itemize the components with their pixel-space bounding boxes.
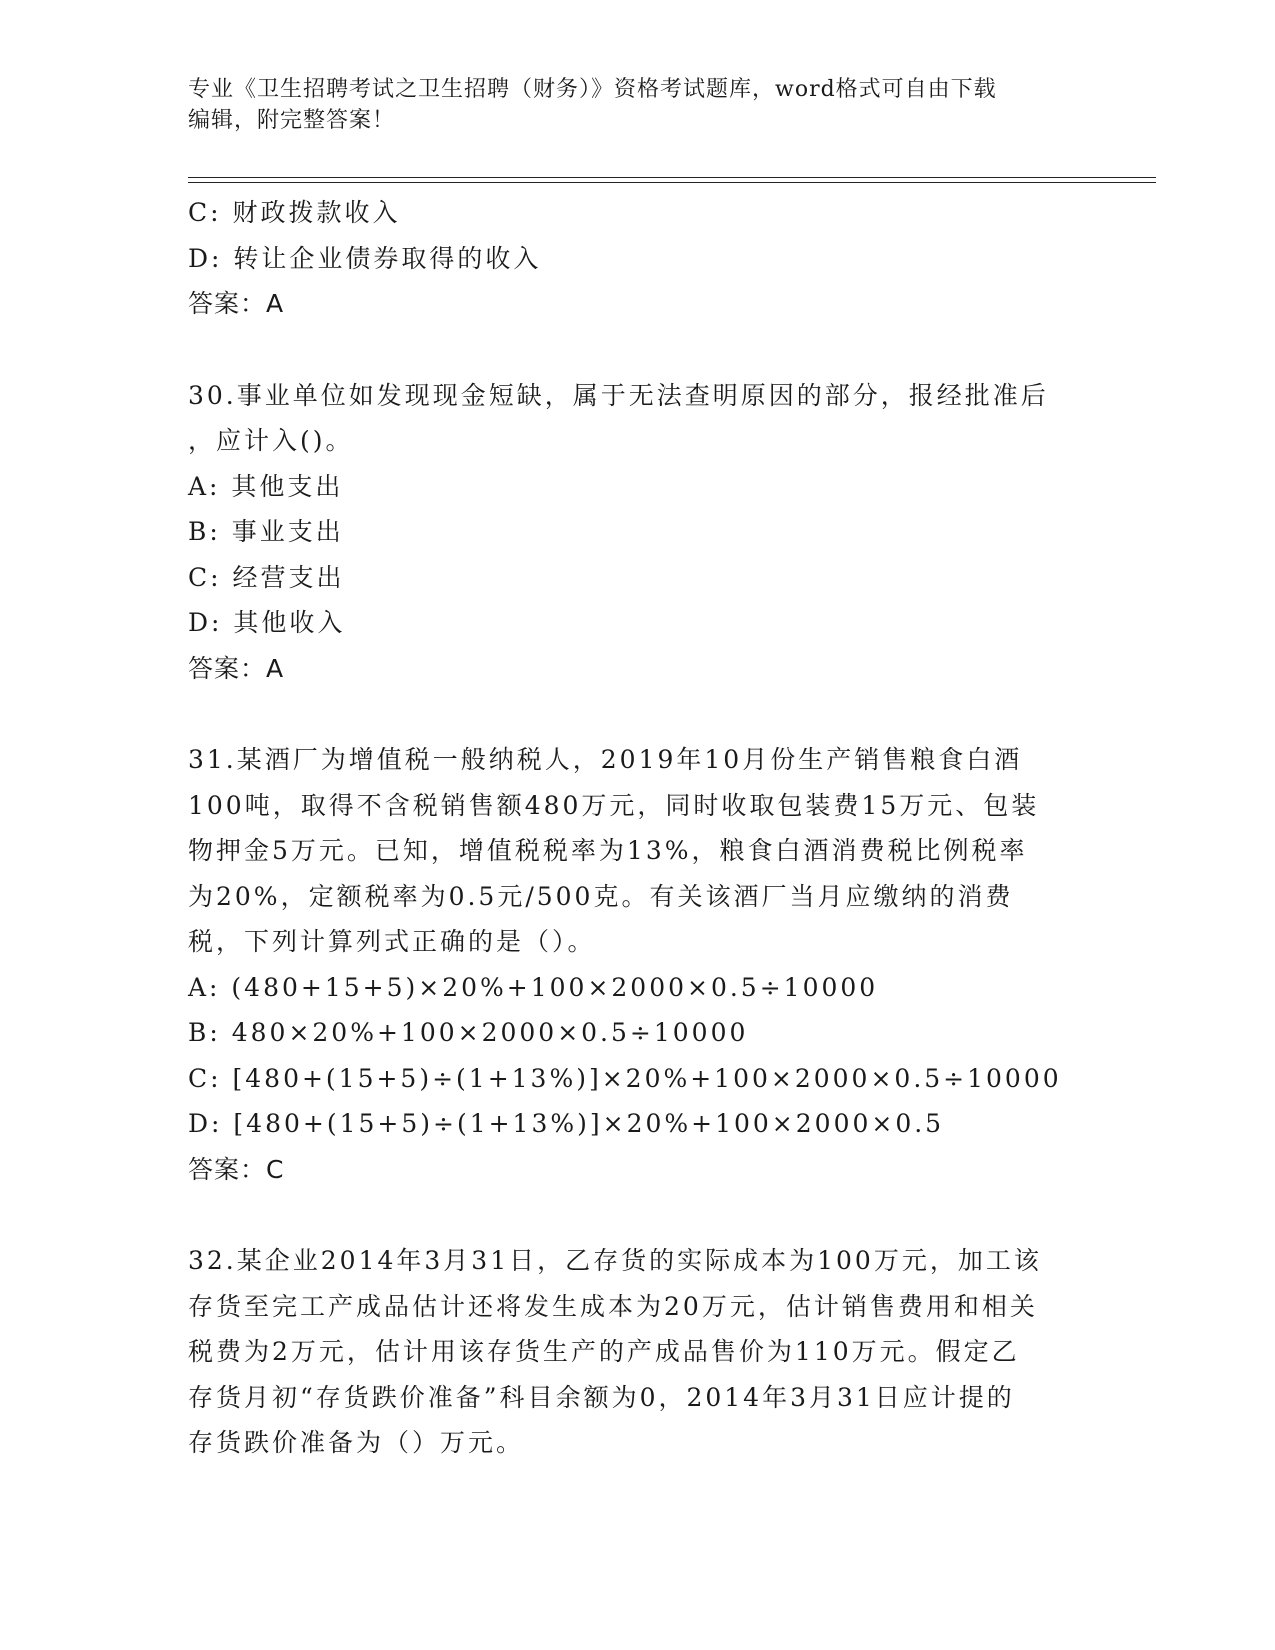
question-stem: 存货至完工产成品估计还将发生成本为20万元，估计销售费用和相关 bbox=[188, 1291, 1038, 1321]
answer-label: 答案：A bbox=[188, 289, 285, 318]
question-stem: 30.事业单位如发现现金短缺，属于无法查明原因的部分，报经批准后 bbox=[188, 380, 1049, 410]
option-c: C: [480+(15+5)÷(1+13%)]×20%+100×2000×0.5÷10000 bbox=[188, 1063, 1062, 1093]
question-stem: 为20%，定额税率为0.5元/500克。有关该酒厂当月应缴纳的消费 bbox=[188, 881, 1014, 911]
option-d: D: 转让企业债券取得的收入 bbox=[188, 243, 542, 273]
question-content bbox=[188, 190, 1088, 1466]
question-stem: 税费为2万元，估计用该存货生产的产成品售价为110万元。假定乙 bbox=[188, 1337, 1020, 1366]
question-30 bbox=[188, 373, 1088, 692]
option-b: B: 事业支出 bbox=[188, 517, 344, 546]
question-stem: 税，下列计算列式正确的是（）。 bbox=[188, 927, 596, 956]
header-divider-bottom bbox=[188, 182, 1156, 183]
spacer bbox=[188, 1192, 1088, 1238]
question-32 bbox=[188, 1238, 1088, 1466]
question-stem: 存货跌价准备为（）万元。 bbox=[188, 1428, 525, 1457]
option-b: B: 480×20%+100×2000×0.5÷10000 bbox=[188, 1018, 749, 1047]
option-d: D: [480+(15+5)÷(1+13%)]×20%+100×2000×0.5 bbox=[188, 1109, 945, 1138]
question-stem: ，应计入()。 bbox=[188, 426, 354, 455]
answer-label: 答案：C bbox=[188, 1154, 285, 1184]
question-stem: 31.某酒厂为增值税一般纳税人，2019年10月份生产销售粮食白酒 bbox=[188, 745, 1023, 774]
option-c: C: 经营支出 bbox=[188, 562, 345, 592]
question-29 bbox=[188, 190, 1088, 327]
spacer bbox=[188, 327, 1088, 373]
question-stem: 32.某企业2014年3月31日，乙存货的实际成本为100万元，加工该 bbox=[188, 1246, 1042, 1275]
option-d: D: 其他收入 bbox=[188, 608, 346, 637]
header-title-line-2: 编辑，附完整答案！ bbox=[188, 108, 396, 133]
spacer bbox=[188, 691, 1088, 737]
page-header bbox=[188, 74, 1068, 136]
question-31 bbox=[188, 737, 1088, 1192]
header-title-line: 专业《卫生招聘考试之卫生招聘（财务）》资格考试题库，word格式可自由下载 bbox=[188, 77, 997, 102]
answer-label: 答案：A bbox=[188, 653, 285, 683]
question-stem: 100吨，取得不含税销售额480万元，同时收取包装费15万元、包装 bbox=[188, 790, 1040, 820]
option-a: A: 其他支出 bbox=[188, 471, 344, 501]
option-c: C: 财政拨款收入 bbox=[188, 198, 401, 227]
question-stem: 物押金5万元。已知，增值税税率为13%，粮食白酒消费税比例税率 bbox=[188, 836, 1028, 865]
header-divider-top bbox=[188, 177, 1156, 178]
option-a: A: (480+15+5)×20%+100×2000×0.5÷10000 bbox=[188, 972, 879, 1002]
question-stem: 存货月初“存货跌价准备”科目余额为0，2014年3月31日应计提的 bbox=[188, 1382, 1015, 1412]
